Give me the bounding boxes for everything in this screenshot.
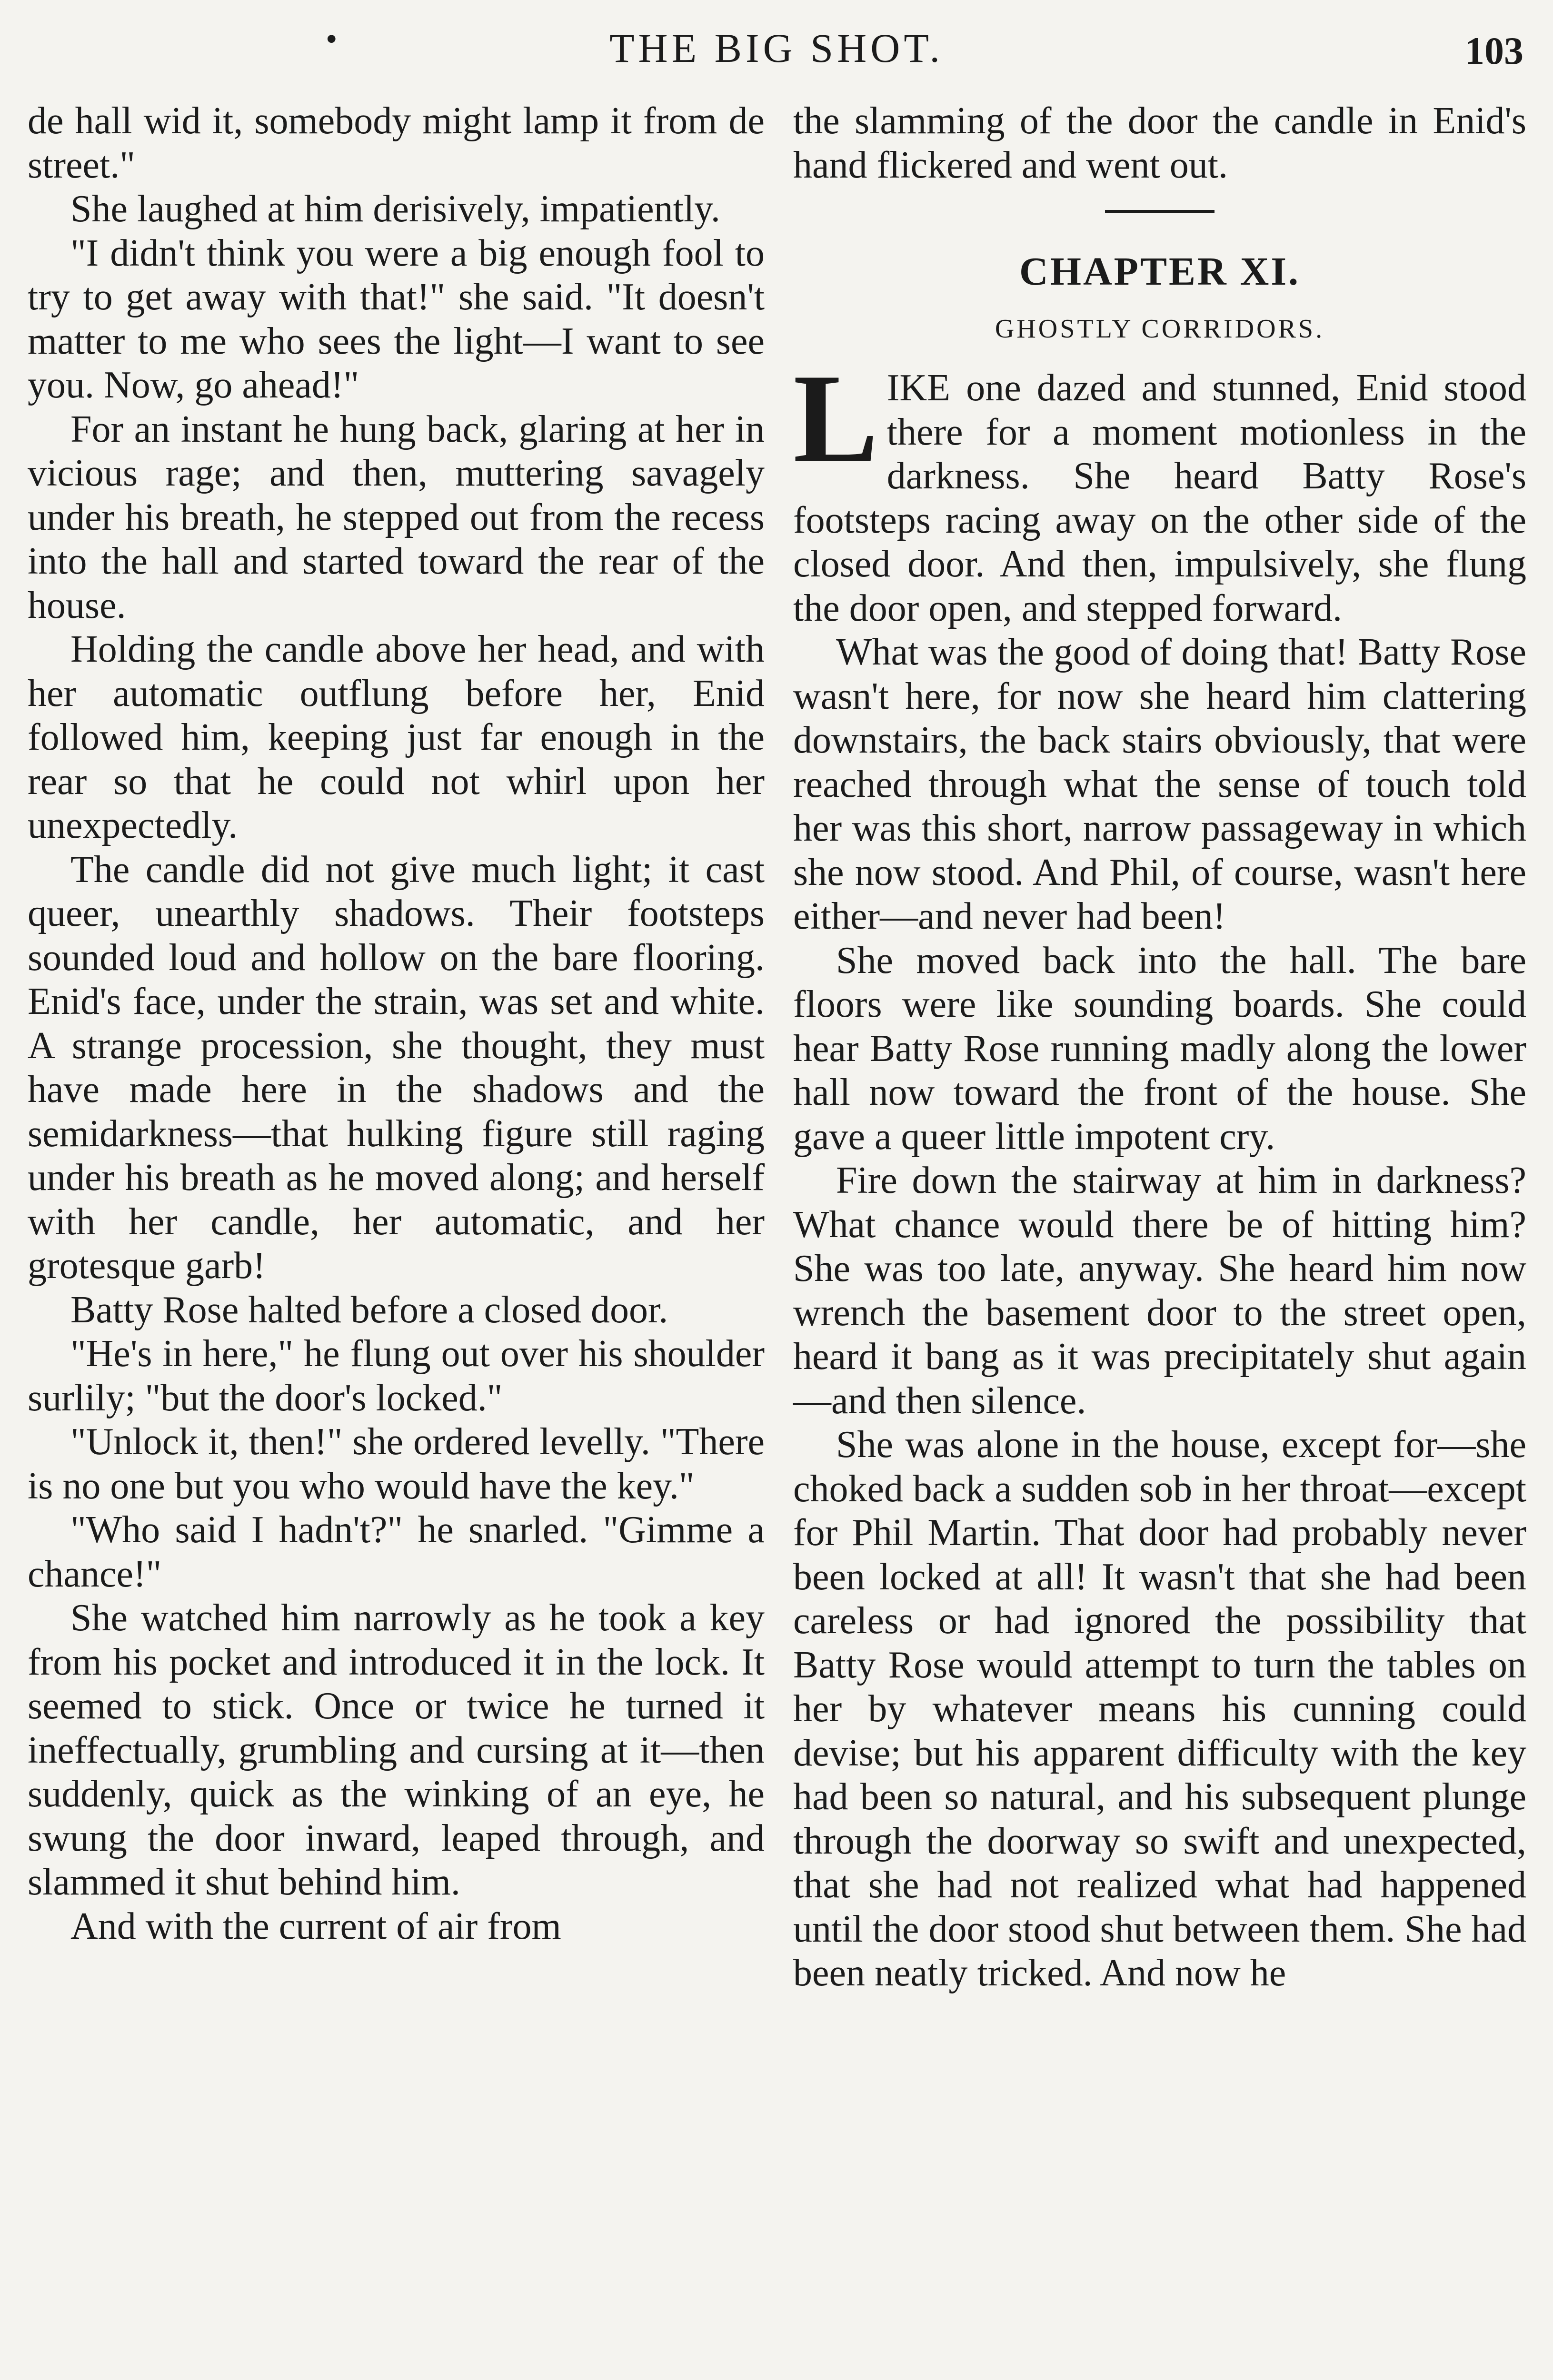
paragraph: "Who said I hadn't?" he snarled. "Gimme a chance!" [28,1509,765,1595]
paragraph: What was the good of doing that! Batty Rose wasn't here, for now she heard him clattering downstairs, the back stairs obviously, that were reached through what the sense of touch told her was this short, narrow passageway in which she now stood. And Phil, of course, wasn't here either—and never had been! [793,631,1526,937]
header-bullet: • [326,21,338,58]
paragraph: She moved back into the hall. The bare floors were like sounding boards. She could hear Batty Rose running madly along the lower hall now toward the front of the house. She gave a queer little impotent cry. [793,939,1526,1158]
first-paragraph-text: IKE one dazed and stunned, Enid stood there for a moment motionless in the darkness. She heard Batty Rose's footsteps racing away on the other side of the closed door. And then, impulsively, she flung the door open, and stepped forward. [793,367,1526,629]
paragraph: She watched him narrowly as he took a key from his pocket and introduced it in the lock. It seemed to stick. Once or twice he turned it ineffectually, grumbling and cursing at it—then suddenly, quick as the winking of an eye, he swung the door inward, leaped through, and slammed it shut behind him. [28,1597,765,1903]
paragraph: the slamming of the door the candle in Enid's hand flickered and went out. [793,100,1526,186]
paragraph: "He's in here," he flung out over his shoulder surlily; "but the door's locked." [28,1333,765,1419]
drop-cap: L [793,347,878,489]
chapter-subtitle: GHOSTLY CORRIDORS. [995,314,1325,344]
running-title: THE BIG SHOT. [609,25,944,71]
paragraph: She laughed at him derisively, impatiently. [70,188,720,230]
paragraph: "Unlock it, then!" she ordered levelly. "There is no one but you who would have the key." [28,1421,765,1507]
page-number: 103 [1465,29,1523,72]
paragraph: Fire down the stairway at him in darkness? What chance would there be of hitting him? She was too late, anyway. She heard him now wrench the basement door to the street open, heard it bang as it was precipitately shut again—and then silence. [793,1160,1526,1422]
paragraph: Batty Rose halted before a closed door. [70,1289,668,1331]
chapter-first-paragraph [793,347,1526,630]
paragraph: She was alone in the house, except for—she choked back a sudden sob in her throat—except for Phil Martin. That door had probably never been locked at all! It wasn't that she had been careless or had ignored the possibility that Batty Rose would attempt to turn the tables on her by whatever means his cunning could devise; but his apparent difficulty with the key had been so natural, and his subsequent plunge through the doorway so swift and unexpected, that she had not realized what had happened until the door stood shut between them. She had been neatly tricked. And now he [793,1424,1526,1994]
left-column [28,99,765,1948]
paragraph: de hall wid it, somebody might lamp it from de street." [28,100,765,186]
paragraph: The candle did not give much light; it cast queer, unearthly shadows. Their footsteps sounded loud and hollow on the bare flooring. Enid's face, under the strain, was set and white. A strange procession, she thought, they must have made here in the shadows and the semidarkness—that hulking figure still raging under his breath as he moved along; and herself with her candle, her automatic, and her grotesque garb! [28,848,765,1287]
right-column [793,99,1526,1995]
section-divider [1105,210,1215,213]
paragraph: "I didn't think you were a big enough fool to try to get away with that!" she said. "It doesn't matter to me who sees the light—I want to see you. Now, go ahead!" [28,232,765,406]
paragraph: For an instant he hung back, glaring at her in vicious rage; and then, muttering savagely under his breath, he stepped out from the recess into the hall and started toward the rear of the house. [28,408,765,626]
chapter-title: CHAPTER XI. [1019,249,1301,294]
page-header [0,14,1553,71]
paragraph: And with the current of air from [70,1905,561,1947]
paragraph: Holding the candle above her head, and with her automatic outflung before her, Enid followed him, keeping just far enough in the rear so that he could not whirl upon her unexpectedly. [28,628,765,846]
